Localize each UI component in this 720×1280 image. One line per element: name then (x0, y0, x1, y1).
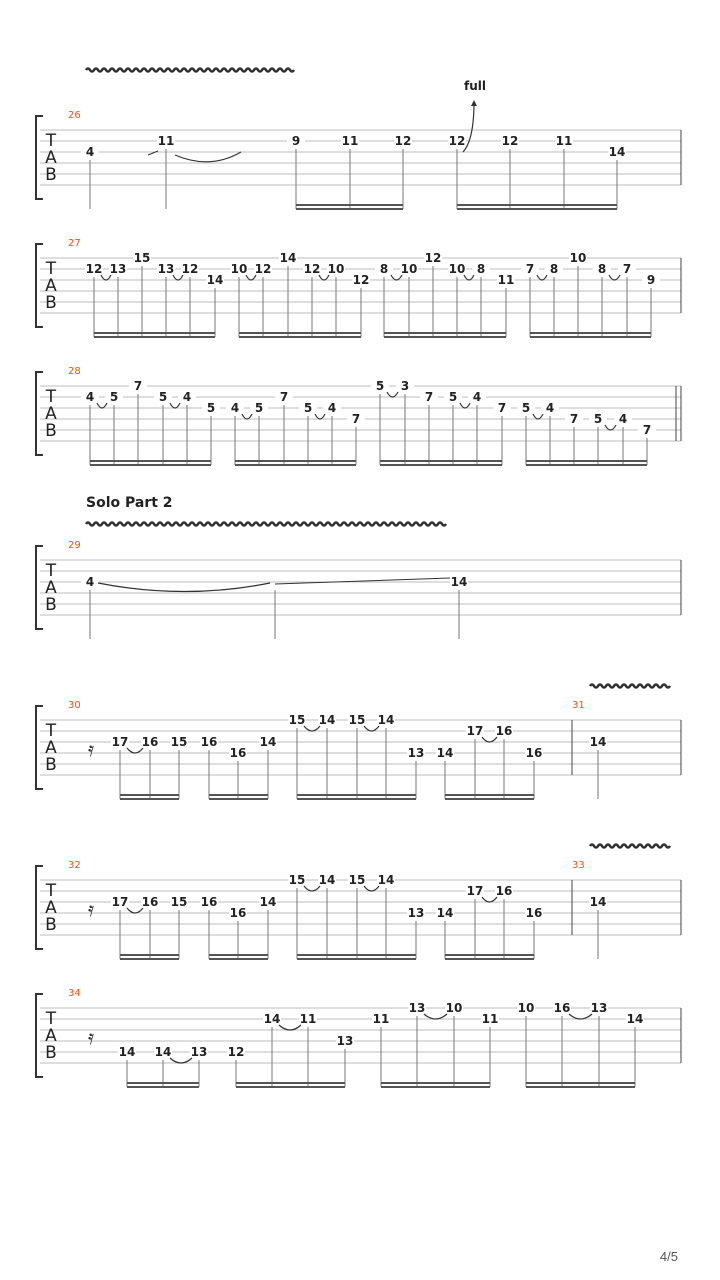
vibrato-line (86, 523, 446, 526)
slur-arc (304, 726, 320, 731)
fret-number: 16 (495, 724, 513, 738)
fret-number: 5 (109, 390, 119, 404)
fret-number: 4 (230, 401, 240, 415)
fret-number: 12 (254, 262, 272, 276)
fret-number: 15 (170, 895, 188, 909)
page-number: 4/5 (659, 1249, 678, 1264)
fret-number: 14 (436, 746, 454, 760)
measure-number: 29 (68, 540, 81, 551)
fret-number: 14 (608, 145, 626, 159)
slur-arc (569, 1014, 592, 1019)
fret-number: 5 (593, 412, 603, 426)
fret-number: 4 (545, 401, 555, 415)
tab-clef-letter: A (45, 404, 57, 424)
fret-number: 8 (476, 262, 486, 276)
slur-arc (127, 748, 143, 753)
fret-number: 5 (206, 401, 216, 415)
fret-number: 14 (318, 713, 336, 727)
fret-number: 14 (589, 895, 607, 909)
fret-number: 14 (436, 906, 454, 920)
slur-arc (537, 275, 547, 280)
fret-number: 10 (400, 262, 418, 276)
fret-number: 14 (259, 895, 277, 909)
fret-number: 5 (375, 379, 385, 393)
rest-symbol: 𝄿 (87, 737, 95, 761)
bend-arrowhead (471, 100, 477, 106)
fret-number: 7 (569, 412, 579, 426)
fret-number: 14 (450, 575, 468, 589)
fret-number: 10 (448, 262, 466, 276)
tab-clef-letter: T (45, 387, 57, 407)
fret-number: 8 (379, 262, 389, 276)
fret-number: 7 (279, 390, 289, 404)
fret-number: 5 (158, 390, 168, 404)
fret-number: 5 (448, 390, 458, 404)
slur-arc (242, 414, 252, 419)
tab-clef-letter: T (45, 721, 57, 741)
fret-number: 5 (521, 401, 531, 415)
fret-number: 13 (109, 262, 127, 276)
fret-number: 14 (259, 735, 277, 749)
fret-number: 10 (230, 262, 248, 276)
fret-number: 10 (327, 262, 345, 276)
system-bracket (36, 372, 43, 455)
fret-number: 4 (85, 390, 95, 404)
fret-number: 12 (394, 134, 412, 148)
fret-number: 11 (481, 1012, 499, 1026)
fret-number: 15 (288, 873, 306, 887)
slur-arc (304, 886, 320, 891)
fret-number: 14 (377, 873, 395, 887)
rest-symbol: 𝄿 (87, 1025, 95, 1049)
fret-number: 17 (466, 884, 484, 898)
measure-number: 26 (68, 110, 81, 121)
measure-number: 31 (572, 700, 585, 711)
fret-number: 14 (318, 873, 336, 887)
fret-number: 14 (377, 713, 395, 727)
fret-number: 14 (279, 251, 297, 265)
fret-number: 16 (200, 895, 218, 909)
fret-number: 15 (170, 735, 188, 749)
fret-number: 10 (517, 1001, 535, 1015)
fret-number: 11 (341, 134, 359, 148)
fret-number: 5 (254, 401, 264, 415)
slur-arc (424, 1014, 447, 1019)
fret-number: 4 (182, 390, 192, 404)
measure-number: 28 (68, 366, 81, 377)
fret-number: 16 (229, 906, 247, 920)
fret-number: 17 (111, 735, 129, 749)
vibrato-line (590, 685, 670, 688)
fret-number: 16 (229, 746, 247, 760)
fret-number: 12 (227, 1045, 245, 1059)
fret-number: 12 (424, 251, 442, 265)
fret-number: 7 (351, 412, 361, 426)
rest-symbol: 𝄿 (87, 897, 95, 921)
tab-clef-letter: B (45, 755, 57, 775)
fret-number: 15 (288, 713, 306, 727)
fret-number: 16 (553, 1001, 571, 1015)
slur-arc (533, 414, 543, 419)
tab-clef-letter: B (45, 165, 57, 185)
fret-number: 13 (190, 1045, 208, 1059)
slide-line (275, 578, 450, 584)
fret-number: 11 (299, 1012, 317, 1026)
fret-number: 11 (372, 1012, 390, 1026)
fret-number: 12 (352, 273, 370, 287)
fret-number: 7 (622, 262, 632, 276)
tab-clef-letter: T (45, 131, 57, 151)
tab-clef-letter: B (45, 595, 57, 615)
fret-number: 14 (589, 735, 607, 749)
slur-arc (170, 403, 180, 408)
fret-number: 16 (525, 746, 543, 760)
slur-arc (175, 152, 241, 162)
fret-number: 15 (348, 873, 366, 887)
tab-clef-letter: B (45, 1043, 57, 1063)
fret-number: 10 (445, 1001, 463, 1015)
fret-number: 13 (407, 906, 425, 920)
system-bracket (36, 994, 43, 1077)
fret-number: 7 (642, 423, 652, 437)
tab-clef-letter: A (45, 1026, 57, 1046)
fret-number: 16 (141, 895, 159, 909)
tab-clef-letter: T (45, 1009, 57, 1029)
fret-number: 16 (495, 884, 513, 898)
slur-arc (605, 425, 616, 430)
fret-number: 10 (569, 251, 587, 265)
measure-number: 34 (68, 988, 81, 999)
fret-number: 17 (466, 724, 484, 738)
fret-number: 3 (400, 379, 410, 393)
slur-arc (127, 908, 143, 913)
fret-number: 16 (525, 906, 543, 920)
bend-label: full (464, 79, 486, 93)
fret-number: 14 (154, 1045, 172, 1059)
fret-number: 16 (141, 735, 159, 749)
slur-arc (609, 275, 620, 280)
tab-clef-letter: B (45, 293, 57, 313)
fret-number: 11 (555, 134, 573, 148)
fret-number: 17 (111, 895, 129, 909)
fret-number: 4 (327, 401, 337, 415)
fret-number: 12 (181, 262, 199, 276)
slur-arc (97, 403, 107, 408)
fret-number: 7 (424, 390, 434, 404)
fret-number: 7 (497, 401, 507, 415)
tab-clef-letter: A (45, 578, 57, 598)
tab-clef-letter: A (45, 738, 57, 758)
tab-clef-letter: T (45, 881, 57, 901)
fret-number: 14 (206, 273, 224, 287)
fret-number: 5 (303, 401, 313, 415)
fret-number: 12 (303, 262, 321, 276)
system-bracket (36, 116, 43, 199)
fret-number: 13 (590, 1001, 608, 1015)
fret-number: 15 (348, 713, 366, 727)
fret-number: 13 (336, 1034, 354, 1048)
fret-number: 13 (157, 262, 175, 276)
section-title: Solo Part 2 (86, 495, 173, 511)
fret-number: 7 (133, 379, 143, 393)
fret-number: 9 (291, 134, 301, 148)
tab-clef-letter: A (45, 148, 57, 168)
fret-number: 14 (626, 1012, 644, 1026)
tab-clef-letter: T (45, 259, 57, 279)
fret-number: 11 (497, 273, 515, 287)
fret-number: 8 (549, 262, 559, 276)
fret-number: 12 (448, 134, 466, 148)
system-bracket (36, 244, 43, 327)
fret-number: 14 (263, 1012, 281, 1026)
tab-clef-letter: A (45, 898, 57, 918)
tab-clef-letter: A (45, 276, 57, 296)
fret-number: 4 (472, 390, 482, 404)
fret-number: 13 (407, 746, 425, 760)
measure-number: 33 (572, 860, 585, 871)
fret-number: 16 (200, 735, 218, 749)
measure-number: 32 (68, 860, 81, 871)
fret-number: 8 (597, 262, 607, 276)
fret-number: 13 (408, 1001, 426, 1015)
fret-number: 4 (85, 145, 95, 159)
vibrato-line (86, 69, 294, 72)
fret-number: 11 (157, 134, 175, 148)
fret-number: 12 (501, 134, 519, 148)
fret-number: 4 (85, 575, 95, 589)
system-bracket (36, 866, 43, 949)
fret-number: 7 (525, 262, 535, 276)
tab-clef-letter: B (45, 915, 57, 935)
tab-clef-letter: T (45, 561, 57, 581)
measure-number: 30 (68, 700, 81, 711)
slur-arc (279, 1025, 301, 1030)
slur-arc (460, 403, 470, 408)
slur-arc (170, 1058, 192, 1063)
vibrato-line (590, 845, 670, 848)
slur-arc (464, 275, 474, 280)
slur-arc (315, 414, 325, 419)
fret-number: 9 (646, 273, 656, 287)
fret-number: 14 (118, 1045, 136, 1059)
tab-clef-letter: B (45, 421, 57, 441)
measure-number: 27 (68, 238, 81, 249)
fret-number: 12 (85, 262, 103, 276)
fret-number: 15 (133, 251, 151, 265)
system-bracket (36, 546, 43, 629)
system-bracket (36, 706, 43, 789)
slur-arc (98, 583, 270, 592)
fret-number: 4 (618, 412, 628, 426)
slur-arc (387, 392, 398, 397)
